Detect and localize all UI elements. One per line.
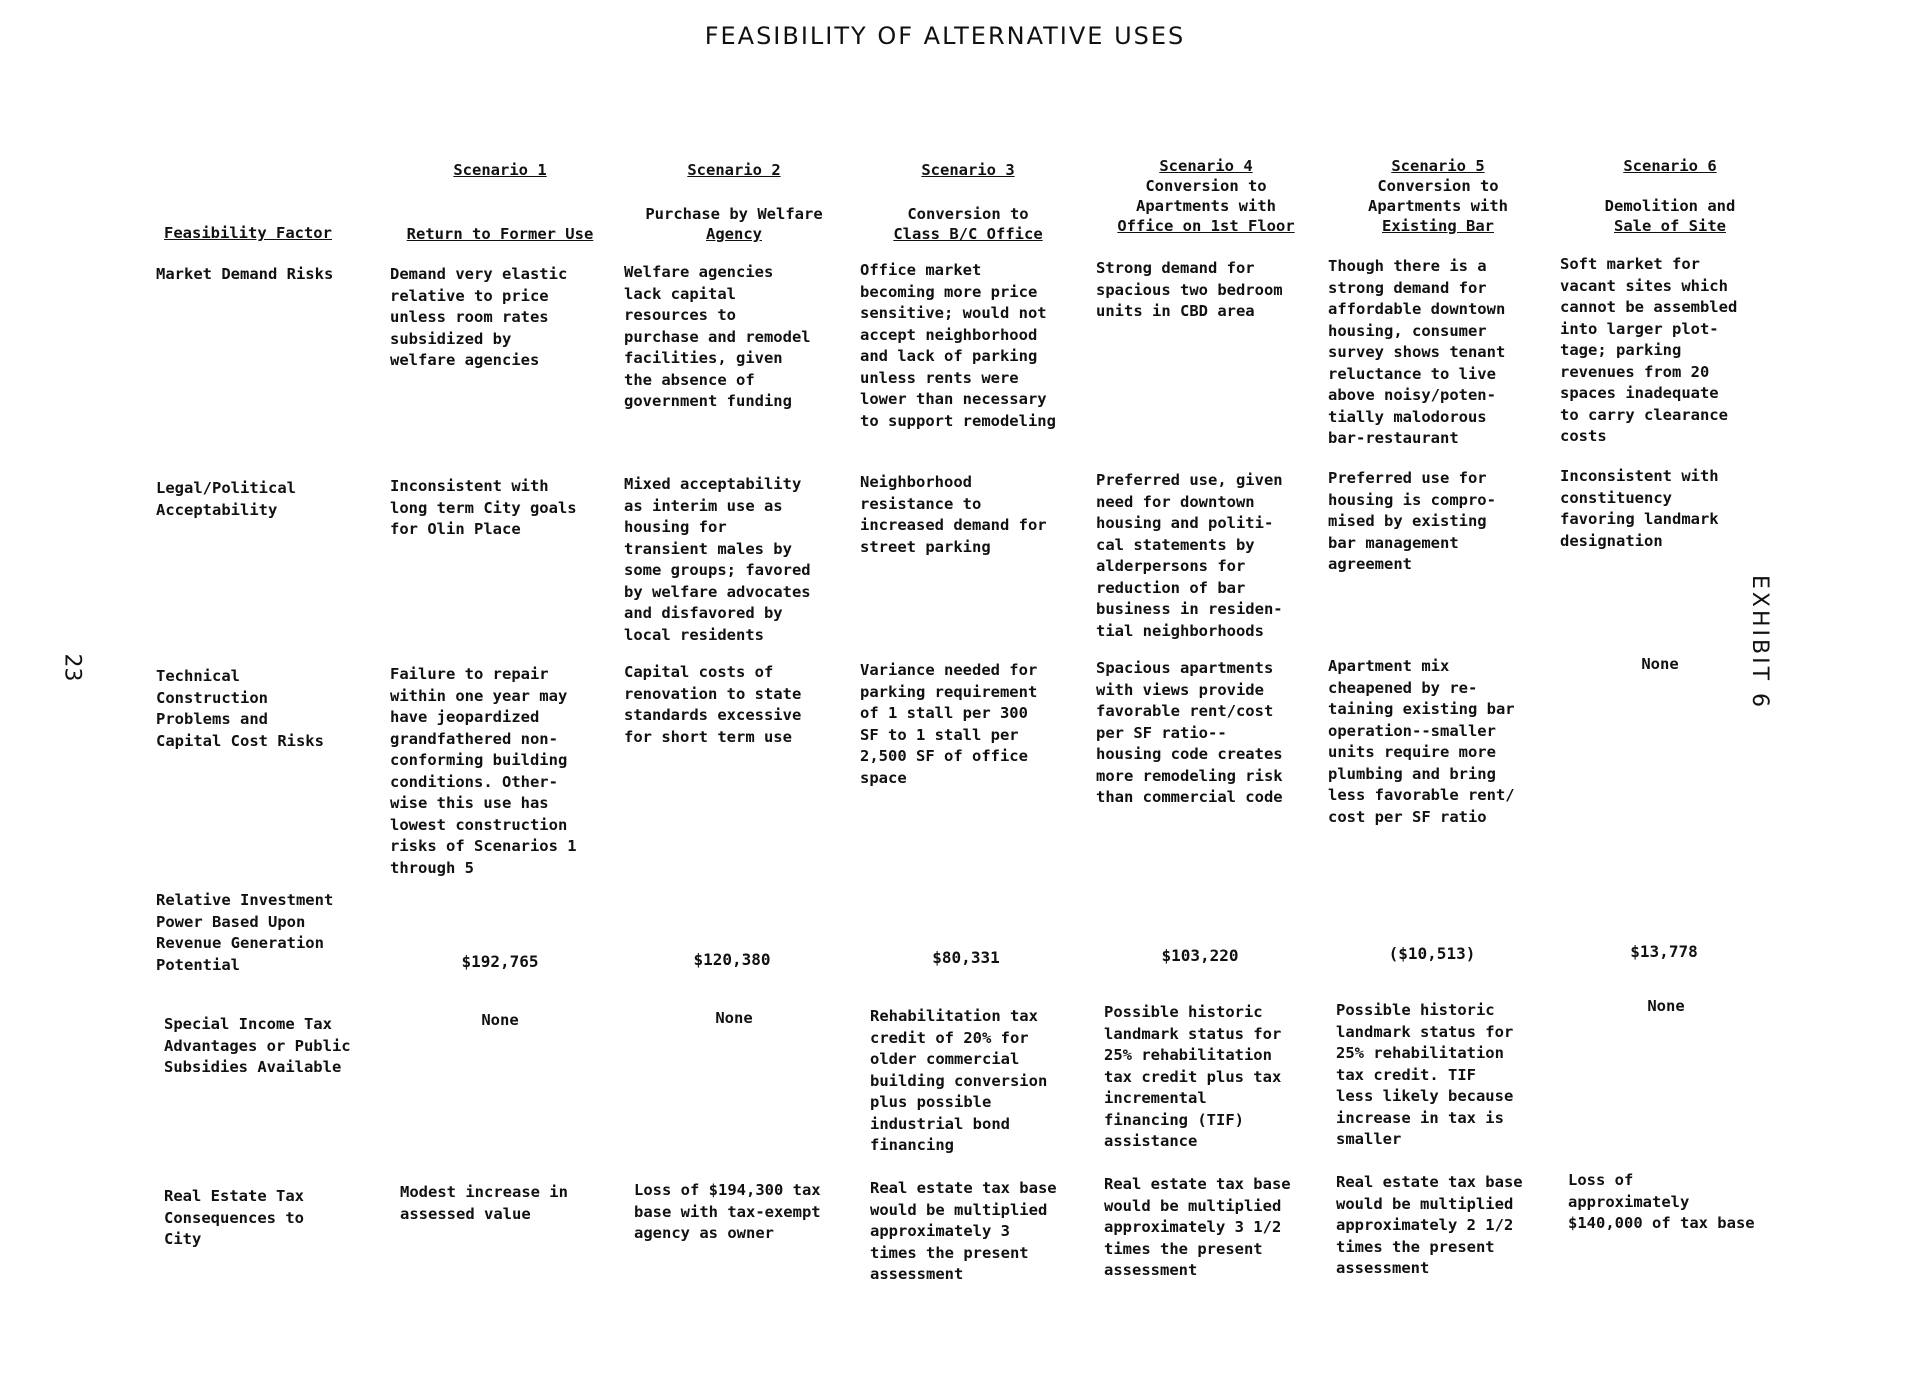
cell-income-tax-s6: None xyxy=(1647,997,1685,1015)
cell-investment-s3: $80,331 xyxy=(932,948,1000,967)
feasibility-factor-header: Feasibility Factor xyxy=(164,224,332,242)
cell-investment-s6: $13,778 xyxy=(1630,942,1698,961)
scenario-desc-upper: Purchase by Welfare xyxy=(645,205,823,223)
row-label-market-demand: Market Demand Risks xyxy=(156,265,334,283)
row-label-special-income-tax: Special Income Tax Advantages or Public Subsidies Available xyxy=(164,1015,351,1076)
scenario-label: Scenario 1 xyxy=(453,161,547,179)
cell-legal-s3: Neighborhood resistance to increased demand for street parking xyxy=(860,473,1047,556)
row-label-relative-investment: Relative Investment Power Based Upon Revenue Generation Potential xyxy=(156,891,334,974)
cell-legal-s1: Inconsistent with long term City goals for Olin Place xyxy=(390,477,577,538)
cell-technical-s3: Variance needed for parking requirement of 1 stall per 300 SF to 1 stall per 2,500 SF of office space xyxy=(860,661,1038,787)
cell-market-s1: Demand very elastic relative to price unless room rates subsidized by welfare agencies xyxy=(390,265,568,369)
scenario-label: Scenario 5 xyxy=(1391,157,1485,175)
cell-market-s6: Soft market for vacant sites which cannot be assembled into larger plot- tage; parking revenues from 20 spaces inadequate to carry clearance costs xyxy=(1560,255,1738,445)
cell-income-tax-s1: None xyxy=(481,1011,519,1029)
scenario-desc-upper: Conversion to Apartments with xyxy=(1136,177,1276,215)
scenario-desc-lower: Sale of Site xyxy=(1614,217,1726,235)
cell-investment-s1: $192,765 xyxy=(461,952,539,971)
cell-real-estate-s2: Loss of $194,300 tax base with tax-exempt agency as owner xyxy=(634,1181,821,1242)
cell-legal-s2: Mixed acceptability as interim use as housing for transient males by some groups; favored by welfare advocates and disfavored by local residents xyxy=(624,475,811,644)
cell-legal-s6: Inconsistent with constituency favoring landmark designation xyxy=(1560,467,1719,550)
cell-technical-s2: Capital costs of renovation to state standards excessive for short term use xyxy=(624,663,802,746)
cell-real-estate-s6: Loss of approximately $140,000 of tax base xyxy=(1568,1171,1755,1232)
cell-market-s3: Office market becoming more price sensitive; would not accept neighborhood and lack of parking unless rents were lower than necessary to support remodeling xyxy=(860,261,1056,430)
cell-income-tax-s3: Rehabilitation tax credit of 20% for older commercial building conversion plus possible industrial bond financing xyxy=(870,1007,1048,1154)
scenario-3-header xyxy=(848,160,1088,244)
row-label-technical-construction: Technical Construction Problems and Capital Cost Risks xyxy=(156,667,324,750)
cell-investment-s5: ($10,513) xyxy=(1388,944,1476,963)
cell-technical-s1: Failure to repair within one year may have jeopardized grandfathered non- conforming building conditions. Other- wise this use has lowest construction risks of Scenarios 1 through 5 xyxy=(390,665,577,877)
scenario-2-header xyxy=(614,160,854,244)
cell-real-estate-s5: Real estate tax base would be multiplied approximately 2 1/2 times the present assessment xyxy=(1336,1173,1523,1277)
cell-technical-s5: Apartment mix cheapened by re- taining existing bar operation--smaller units require more plumbing and bring less favorable rent/ cost per SF ratio xyxy=(1328,657,1515,826)
scenario-desc-lower: Class B/C Office xyxy=(893,225,1043,243)
scenario-5-header xyxy=(1318,156,1558,236)
scenario-desc-upper: Demolition and xyxy=(1604,197,1736,215)
cell-market-s5: Though there is a strong demand for affordable downtown housing, consumer survey shows tenant reluctance to live above noisy/poten- tially malodorous bar-restaurant xyxy=(1328,257,1506,447)
exhibit-label: EXHIBIT 6 xyxy=(1747,574,1773,711)
scenario-6-header xyxy=(1550,156,1790,236)
scenario-desc-lower: Office on 1st Floor xyxy=(1117,217,1295,235)
scenario-desc-upper xyxy=(380,184,620,224)
cell-real-estate-s1: Modest increase in assessed value xyxy=(400,1183,568,1223)
scenario-label: Scenario 3 xyxy=(921,161,1015,179)
cell-technical-s6: None xyxy=(1641,655,1679,673)
scenario-desc-lower: Agency xyxy=(706,225,762,243)
scenario-4-header xyxy=(1086,156,1326,236)
cell-market-s4: Strong demand for spacious two bedroom units in CBD area xyxy=(1096,259,1283,320)
cell-income-tax-s5: Possible historic landmark status for 25% rehabilitation tax credit. TIF less likely because increase in tax is smaller xyxy=(1336,1001,1514,1148)
row-label-legal-political: Legal/Political Acceptability xyxy=(156,479,296,519)
cell-legal-s4: Preferred use, given need for downtown housing and politi- cal statements by alderpersons for reduction of bar business in residen- tial neighborhoods xyxy=(1096,471,1283,640)
scenario-label: Scenario 2 xyxy=(687,161,781,179)
cell-real-estate-s4: Real estate tax base would be multiplied approximately 3 1/2 times the present assessment xyxy=(1104,1175,1291,1279)
page-number: 23 xyxy=(59,653,85,682)
scenario-1-header xyxy=(380,160,620,244)
cell-legal-s5: Preferred use for housing is compro- mised by existing bar management agreement xyxy=(1328,469,1496,573)
cell-investment-s2: $120,380 xyxy=(693,950,771,969)
scenario-desc-upper: Conversion to xyxy=(907,205,1029,223)
scenario-desc-lower: Return to Former Use xyxy=(406,225,594,243)
page-title: FEASIBILITY OF ALTERNATIVE USES xyxy=(704,22,1186,50)
scenario-desc-upper: Conversion to Apartments with xyxy=(1368,177,1508,215)
scenario-label: Scenario 4 xyxy=(1159,157,1253,175)
cell-investment-s4: $103,220 xyxy=(1161,946,1239,965)
cell-income-tax-s2: None xyxy=(715,1009,753,1027)
cell-income-tax-s4: Possible historic landmark status for 25% rehabilitation tax credit plus tax incremental financing (TIF) assistance xyxy=(1104,1003,1282,1150)
scenario-label: Scenario 6 xyxy=(1623,157,1717,175)
row-label-real-estate-tax: Real Estate Tax Consequences to City xyxy=(164,1187,304,1248)
cell-technical-s4: Spacious apartments with views provide favorable rent/cost per SF ratio-- housing code creates more remodeling risk than commercial code xyxy=(1096,659,1283,806)
cell-real-estate-s3: Real estate tax base would be multiplied approximately 3 times the present assessment xyxy=(870,1179,1057,1283)
scenario-desc-lower: Existing Bar xyxy=(1382,217,1494,235)
cell-market-s2: Welfare agencies lack capital resources to purchase and remodel facilities, given the absence of government funding xyxy=(624,263,811,410)
